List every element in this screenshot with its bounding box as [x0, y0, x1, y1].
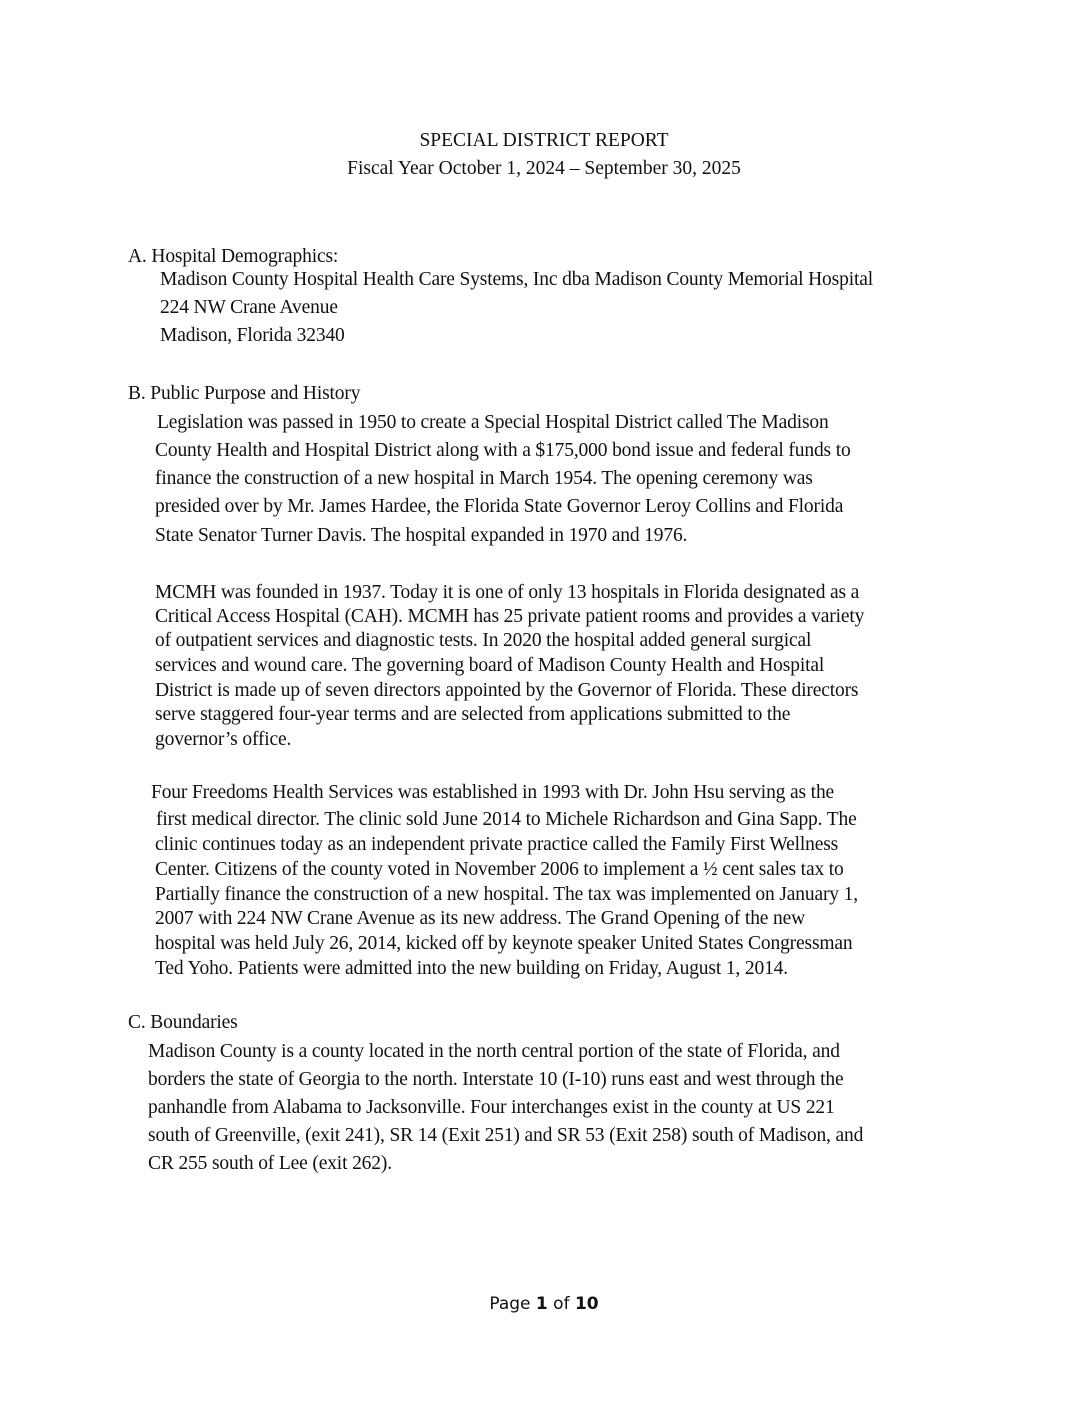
hospital-city-state-zip: Madison, Florida 32340	[160, 325, 345, 346]
paragraph-line: Madison County is a county located in the north central portion of the state of Florida, and	[148, 1041, 840, 1062]
paragraph-line: District is made up of seven directors appointed by the Governor of Florida. These directors	[155, 680, 859, 701]
hospital-street-address: 224 NW Crane Avenue	[160, 297, 338, 318]
paragraph-line: borders the state of Georgia to the north. Interstate 10 (I-10) runs east and west through the	[148, 1069, 844, 1090]
paragraph-line: 2007 with 224 NW Crane Avenue as its new address. The Grand Opening of the new	[155, 908, 806, 929]
paragraph-line: Legislation was passed in 1950 to create a Special Hospital District called The Madison	[157, 412, 829, 433]
paragraph-line: panhandle from Alabama to Jacksonville. Four interchanges exist in the county at US 221	[148, 1097, 835, 1118]
paragraph-line: first medical director. The clinic sold June 2014 to Michele Richardson and Gina Sapp. The	[156, 809, 857, 830]
paragraph-line: south of Greenville, (exit 241), SR 14 (Exit 251) and SR 53 (Exit 258) south of Madison, and	[148, 1125, 864, 1146]
paragraph-line: presided over by Mr. James Hardee, the Florida State Governor Leroy Collins and Florida	[155, 496, 844, 517]
paragraph-line: finance the construction of a new hospital in March 1954. The opening ceremony was	[155, 468, 813, 489]
paragraph-line: governor’s office.	[155, 729, 292, 750]
section-a-heading: A. Hospital Demographics:	[128, 246, 339, 267]
paragraph-line: clinic continues today as an independent private practice called the Family First Wellness	[155, 834, 839, 855]
paragraph-line: of outpatient services and diagnostic tests. In 2020 the hospital added general surgical	[155, 630, 812, 651]
total-pages-number: 10	[574, 1294, 599, 1314]
report-title: SPECIAL DISTRICT REPORT	[419, 130, 669, 151]
section-c-heading: C. Boundaries	[128, 1012, 238, 1033]
report-fiscal-year: Fiscal Year October 1, 2024 – September 30, 2025	[347, 158, 741, 179]
paragraph-line: Four Freedoms Health Services was established in 1993 with Dr. John Hsu serving as the	[151, 782, 835, 803]
paragraph-line: Partially finance the construction of a new hospital. The tax was implemented on January 1,	[155, 884, 858, 905]
section-b-heading: B. Public Purpose and History	[128, 383, 361, 404]
paragraph-line: Center. Citizens of the county voted in November 2006 to implement a ½ cent sales tax to	[155, 859, 844, 880]
paragraph-line: serve staggered four-year terms and are selected from applications submitted to the	[155, 704, 791, 725]
paragraph-line: hospital was held July 26, 2014, kicked off by keynote speaker United States Congressman	[155, 933, 853, 954]
page-number-footer	[0, 1294, 1088, 1314]
hospital-name: Madison County Hospital Health Care Systems, Inc dba Madison County Memorial Hospital	[160, 269, 874, 290]
of-label: of	[553, 1294, 570, 1314]
paragraph-line: CR 255 south of Lee (exit 262).	[148, 1153, 392, 1174]
paragraph-line: Ted Yoho. Patients were admitted into the new building on Friday, August 1, 2014.	[155, 958, 789, 979]
paragraph-line: County Health and Hospital District along with a $175,000 bond issue and federal funds to	[155, 440, 851, 461]
paragraph-line: State Senator Turner Davis. The hospital expanded in 1970 and 1976.	[155, 525, 688, 546]
current-page-number: 1	[535, 1294, 548, 1314]
paragraph-line: MCMH was founded in 1937. Today it is one of only 13 hospitals in Florida designated as a	[155, 582, 860, 603]
paragraph-line: services and wound care. The governing board of Madison County Health and Hospital	[155, 655, 825, 676]
paragraph-line: Critical Access Hospital (CAH). MCMH has 25 private patient rooms and provides a variety	[155, 606, 865, 627]
page-label: Page	[489, 1294, 531, 1314]
